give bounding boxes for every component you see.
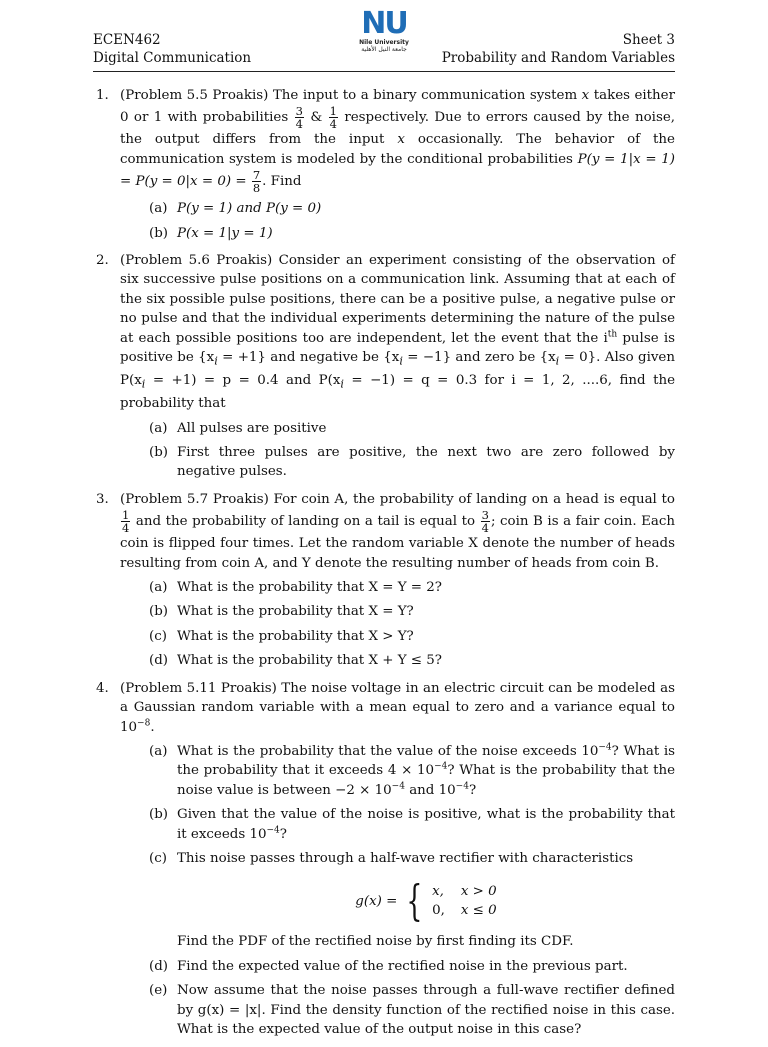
subpart-label: (a)	[149, 743, 168, 759]
subpart	[120, 578, 675, 597]
problem-number: 3.	[96, 491, 109, 507]
problem-text: (Problem 5.7 Proakis) For coin A, the probability of landing on a head is equal to	[120, 491, 675, 507]
problem-list	[93, 86, 675, 1047]
subpart	[120, 742, 675, 800]
header-left	[93, 31, 251, 67]
superscript: −4	[266, 825, 280, 836]
subpart-label: (a)	[149, 420, 168, 436]
subpart-text: What is the probability that X = Y?	[177, 604, 414, 620]
subpart-text: and 10	[404, 782, 456, 798]
case-value: x,	[432, 884, 444, 900]
subpart	[120, 602, 675, 621]
subpart-text: This noise passes through a half-wave rectifier with characteristics	[177, 850, 634, 866]
math-var: x	[397, 132, 405, 148]
subpart-text: Now assume that the noise passes through a full-wave rectifier defined by g(x) = |x|. Find the density function of the rectified noise in this case. What is the expected value of the output noise in this case?	[177, 983, 675, 1037]
logo-arabic-text: جامعة النيل الأهلية	[361, 46, 407, 53]
problem-text: . Find	[262, 174, 302, 190]
problem-text: and the probability of landing on a tail is equal to	[131, 514, 480, 530]
problem-number: 2.	[96, 253, 109, 269]
subpart-text: P(y = 1) and P(y = 0)	[177, 201, 322, 217]
sheet-topic: Probability and Random Variables	[441, 50, 675, 66]
problem-text: (Problem 5.5 Proakis) The input to a binary communication system	[120, 88, 582, 103]
subpart	[120, 199, 675, 218]
problem-text: = −1) = q = 0.3 for i = 1, 2, ....6, find the probability that	[120, 373, 675, 412]
problem-number: 4.	[96, 680, 109, 696]
fraction: $\frac{3}{4}$	[295, 104, 303, 132]
subpart-label: (c)	[149, 628, 167, 644]
subpart	[120, 981, 675, 1039]
subpart	[120, 805, 675, 844]
problem-text: = +1) = p = 0.4 and P(x	[145, 373, 341, 389]
subpart-text: ?	[279, 826, 287, 842]
subpart-text: Find the expected value of the rectified noise in the previous part.	[177, 958, 628, 974]
case-condition: x > 0	[460, 884, 497, 900]
subpart-text: What is the probability that X = Y = 2?	[177, 580, 442, 596]
subpart-text: Find the PDF of the rectified noise by first finding its CDF.	[177, 934, 574, 950]
problem-text: ; coin B is a fair coin. Each coin is flipped four times. Let the random variable X denote the number of heads resulting from coin A, and Y denote the resulting number of heads from coin B.	[120, 514, 676, 571]
problem-text: = −1} and zero be {x	[402, 350, 556, 366]
case-value: 0,	[432, 903, 445, 919]
case-condition: x ≤ 0	[460, 903, 497, 919]
piecewise-equation	[177, 876, 675, 926]
subscript: i	[214, 354, 218, 368]
problem-text: .	[150, 719, 155, 735]
superscript: th	[607, 329, 618, 340]
sheet-number: Sheet 3	[622, 32, 675, 48]
subpart	[120, 224, 675, 243]
subpart-label: (b)	[149, 225, 169, 241]
problem-text: (Problem 5.6 Proakis) Consider an experiment consisting of the observation of six successive pulse positions on a communication link. Assuming that at each of the six possible pulse positions, there can be a positive pulse, a negative pulse or no pulse and that the individual experiments determining the nature of the pulse at each possible positions too are independent, let the event that the i	[120, 253, 675, 346]
subpart-label: (c)	[149, 850, 167, 866]
problem-text: = 0}. Also given P(x	[120, 350, 675, 389]
superscript: −4	[455, 781, 469, 792]
logo-text: Nile University	[359, 39, 409, 46]
fraction: $\frac{1}{4}$	[329, 104, 337, 132]
subpart-label: (b)	[149, 604, 169, 620]
subpart	[120, 651, 675, 670]
problem-text: occasionally. The behavior of the communication system is modeled by the conditional probabilities	[120, 132, 675, 167]
problem-text: (Problem 5.11 Proakis) The noise voltage in an electric circuit can be modeled as a Gaussian random variable with a mean equal to zero and a variance equal to 10	[120, 680, 675, 735]
subscript: i	[399, 354, 403, 368]
subpart-text: Given that the value of the noise is positive, what is the probability that it exceeds 10	[177, 807, 675, 842]
subpart-label: (b)	[149, 445, 169, 461]
problem-1	[93, 86, 675, 243]
problem-number: 1.	[96, 88, 109, 103]
math-expression: P(y = 1|x = 1) = P(y = 0|x = 0) =	[120, 151, 675, 190]
subpart-text: P(x = 1|y = 1)	[177, 225, 273, 241]
subpart-label: (d)	[149, 653, 169, 669]
subpart-label: (a)	[149, 580, 168, 596]
fraction: $\frac{3}{4}$	[481, 508, 489, 536]
subpart-label: (b)	[149, 807, 169, 823]
subpart-text: All pulses are positive	[177, 420, 327, 436]
superscript: −4	[391, 781, 405, 792]
subpart	[120, 957, 675, 976]
problem-3	[93, 490, 675, 671]
subscript: i	[340, 377, 344, 391]
subscript: i	[141, 377, 146, 391]
equation-cases	[432, 882, 497, 920]
subpart-text: ? What is the probability that the noise value is between −2 × 10	[177, 763, 676, 798]
header-divider	[93, 71, 675, 72]
superscript: −4	[434, 761, 448, 772]
math-var: x	[581, 88, 590, 103]
subpart-text: ?	[468, 782, 477, 798]
problem-2	[93, 251, 675, 482]
subpart	[120, 627, 675, 646]
problem-4	[93, 679, 675, 1040]
subpart-text: What is the probability that the value of the noise exceeds 10	[177, 743, 599, 759]
course-name: Digital Communication	[93, 50, 252, 66]
subscript: i	[555, 354, 560, 368]
subpart-text: ? What is the probability that it exceeds 4 × 10	[177, 743, 675, 779]
fraction: $\frac{7}{8}$	[252, 168, 261, 196]
subpart-label: (a)	[149, 201, 168, 217]
problem-text: &	[304, 110, 328, 126]
subpart-text: First three pulses are positive, the next two are zero followed by negative pulses.	[177, 445, 675, 480]
equation-lhs: g(x) =	[355, 893, 398, 909]
subpart-label: (e)	[149, 983, 168, 999]
fraction: $\frac{1}{4}$	[122, 508, 130, 536]
problem-text: takes either 0 or 1 with probabilities	[120, 88, 676, 126]
university-logo	[357, 6, 411, 53]
subpart	[120, 849, 675, 952]
problem-text: pulse is positive be {x	[120, 330, 675, 366]
subpart-text: What is the probability that X + Y ≤ 5?	[177, 653, 442, 669]
logo-mark-icon: NU	[361, 6, 407, 41]
subpart-text: What is the probability that X > Y?	[177, 628, 414, 644]
problem-text: = +1} and negative be {x	[217, 350, 400, 366]
superscript: −8	[137, 718, 151, 729]
subpart	[120, 419, 675, 438]
course-code: ECEN462	[93, 32, 161, 48]
subpart-label: (d)	[149, 958, 169, 974]
subpart	[120, 443, 675, 482]
brace: {	[406, 876, 423, 926]
superscript: −4	[598, 742, 612, 753]
problem-text: respectively. Due to errors caused by the noise, the output differs from the input	[120, 110, 675, 148]
header-right	[442, 31, 675, 67]
